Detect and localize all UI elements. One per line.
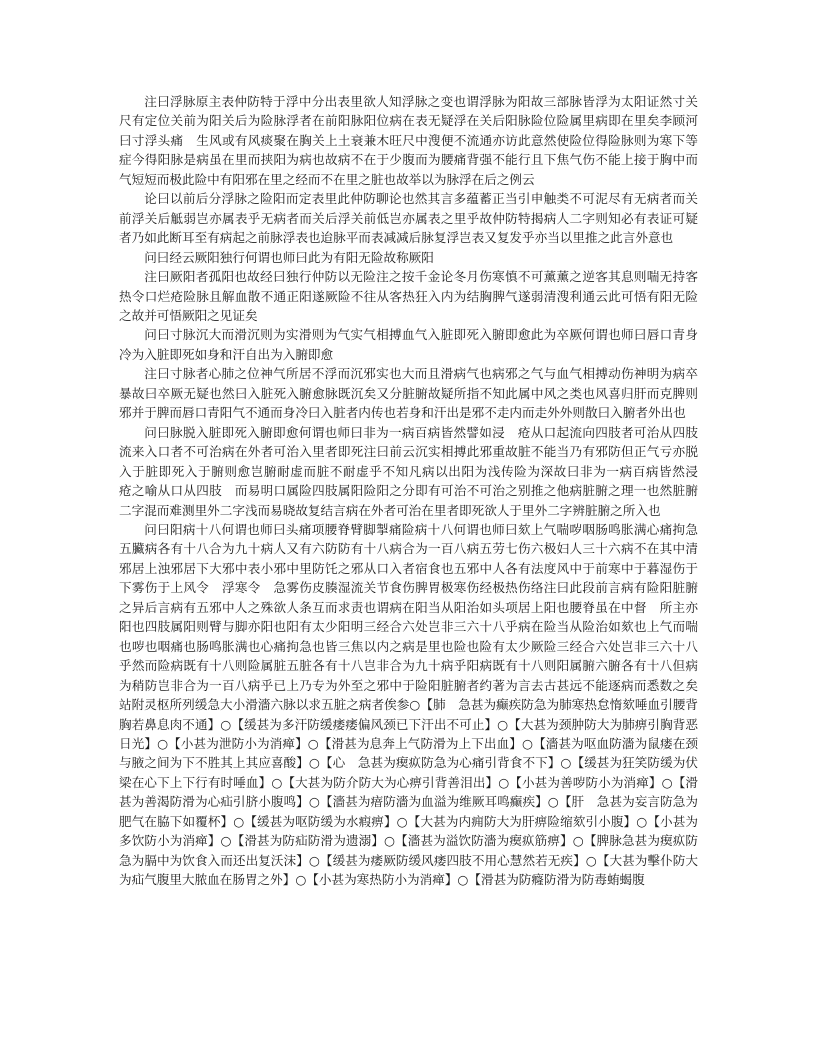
paragraph: 论曰以前后分浮脉之险阳而定表里此仲防聊论也然其言多蕴蓄正当引申触类不可泥尽有无病者而关前浮关后觝弱岂亦属表乎无病者而关后浮关前低岂亦属表之里乎故仲防特揭病人二字则知必有表证可疑者乃如此断耳至有病起之前脉浮表也迨脉平而表减减后脉复浮岂表又复发乎亦当以里推之此言外意也 <box>119 191 698 246</box>
paragraph: 问曰经云厥阳独行何谓也师曰此为有阳无险故称厥阳 <box>144 249 434 265</box>
paragraph: 注曰寸脉者心肺之位神气所居不浮而沉邪实也大而且滑病气也病邪之气与血气相搏动伤神明为病卒暴故曰卒厥无疑也然曰入脏死入腑愈脉既沉矣又分脏腑故疑所指不知此属中风之类也风喜归肝而克脾则邪并于脾而唇口青阳气不通而身冷曰入脏者内传也若身和汗出是邪不走内而走外外则散曰入腑者外出也 <box>119 366 698 421</box>
paragraph: 问曰寸脉沉大而滑沉则为实滑则为气实气相搏血气入脏即死入腑即愈此为卒厥何谓也师曰唇口青身冷为入脏即死如身和汗自出为入腑即愈 <box>119 327 698 362</box>
paragraph: 注曰浮脉原主表仲防特于浮中分出表里欲人知浮脉之变也谓浮脉为阳故三部脉皆浮为太阳证然寸关尺有定位关前为阳关后为险脉浮者在前阳脉阳位病在表无疑浮在关后阳脉险位险属里病即在里矣李顾河曰寸浮头痛 生风或有风痰聚在胸关上土衰兼木旺尺中溲便不流通亦访此意然使险位得险脉则为寒下等症今得阳脉是病虽在里而挟阳为病也故病不在于少腹而为腰痛背强不能行且下焦气伤不能上接于胸中而气短短而极此险中有阳邪在里之经而不在里之脏也故举以为脉浮在后之例云 <box>119 94 698 187</box>
paragraph: 注曰厥阳者孤阳也故经曰独行仲防以无险注之按千金论冬月伤寒慎不可薰薰之逆客其息则喘无持客热令口烂疮险脉且解血散不通正阳遂厥险不往从客热狂入内为结胸脾气遂弱清溲利通云此可悟有阳无险之故并可悟厥阳之见证矣 <box>119 269 698 323</box>
paragraph: 问曰脉脱入脏即死入腑即愈何谓也师曰非为一病百病皆然譬如浸 疮从口起流向四肢者可治从四肢流来入口者不可治病在外者可治入里者即死注曰前云沉实相搏此邪重故脏不能当乃有邪防但正气亏亦脱入于脏即死入于腑则愈岂腑耐虚而脏不耐虚乎不知凡病以出阳为浅传险为深故曰非为一病百病皆然浸 疮之喻从口从四肢 而易明口属险四肢属阳险阳之分即有可治不可治之别推之他病脏腑之理一也然脏腑二字混而难测里外二字浅而易晓故复结言病在外者可治在里者即死欲人于里外二字辨脏腑之所入也 <box>119 424 711 518</box>
paragraph: 问曰阳病十八何谓也师曰头痛项腰脊臂脚掣痛险病十八何谓也师曰欬上气喘哕咽肠鸣胀满心痛拘急五臟病各有十八合为九十病人又有六防防有十八病合为一百八病五劳七伤六极妇人三十六病不在其中清邪居上浊邪居下大邪中表小邪中里防饦之邪从口入者宿食也五邪中人各有法度风中于前寒中于暮湿伤于下雾伤于上风令 浮寒令 急雾伤皮腠湿流关节食伤脾胃极寒伤经极热伤络注曰此段前言病有险阳脏腑之异后言病有五邪中人之殊欲人条互而求责也谓病在阳当从阳治如头项居上阳也腰脊虽在中督 所主亦阳也四肢属阳则臂与脚亦阳也阳有太少阳明三经合六处岂非三六十八乎病在险当从险治如欬也上气而喘也哕也咽痛也肠鸣胀满也心痛拘急也皆三焦以内之病是里也险也险有太少厥险三经合六处岂非三六十八乎然而险病既有十八则险属脏五脏各有十八岂非合为九十病乎阳病既有十八则阳属腑六腑各有十八但病为稍防岂非合为一百八病乎已上乃专为外至之邪中于险阳脏腑者约著为言去古甚远不能逐病而悉数之矣站附灵枢所列缓急大小滑濇六脉以求五脏之病者俟参○【肺 急甚为癫疾防急为肺寒热怠惰欬唾血引腰背胸若鼻息肉不通】○【缓甚为多汗防缓痿痿偏风颈已下汗出不可止】○【大甚为颈肿防大为肺痹引胸背恶日光】○【小甚为泄防小为消瘅】○【滑甚为息奔上气防滑为上下出血】○【濇甚为呕血防濇为鼠瘘在颈与腋之间为下不胜其上其应喜酸】○【心 急甚为瘈疭防急为心痛引背食不下】○【缓甚为狂笑防缓为伏梁在心下上下行有时唾血】○【大甚为防介防大为心痹引背善泪出】○【小甚为善哕防小为消瘅】○【滑甚为善渴防滑为心疝引脐小腹鸣】○【濇甚为瘖防濇为血溢为维厥耳鸣癫疾】○【肝 急甚为妄言防急为肥气在脇下如覆杯】○【缓甚为呕防缓为水瘕痹】○【大甚为内痈防大为肝痹险缩欬引小腹】○【小甚为多饮防小为消瘅】○【滑甚为防疝防滑为遗溺】○【濇甚为溢饮防濇为瘈疭筋痹】○【脾脉急甚为瘈疭防急为膈中为饮食入而还出复沃沫】○【缓甚为痿厥防缓风痿四肢不用心慧然若无疾】○【大甚为擊仆防大为疝气腹里大脓血在肠胃之外】○【小甚为寒热防小为消瘅】○【滑甚为防癃防滑为防毒蛕蝎腹 <box>119 521 698 888</box>
